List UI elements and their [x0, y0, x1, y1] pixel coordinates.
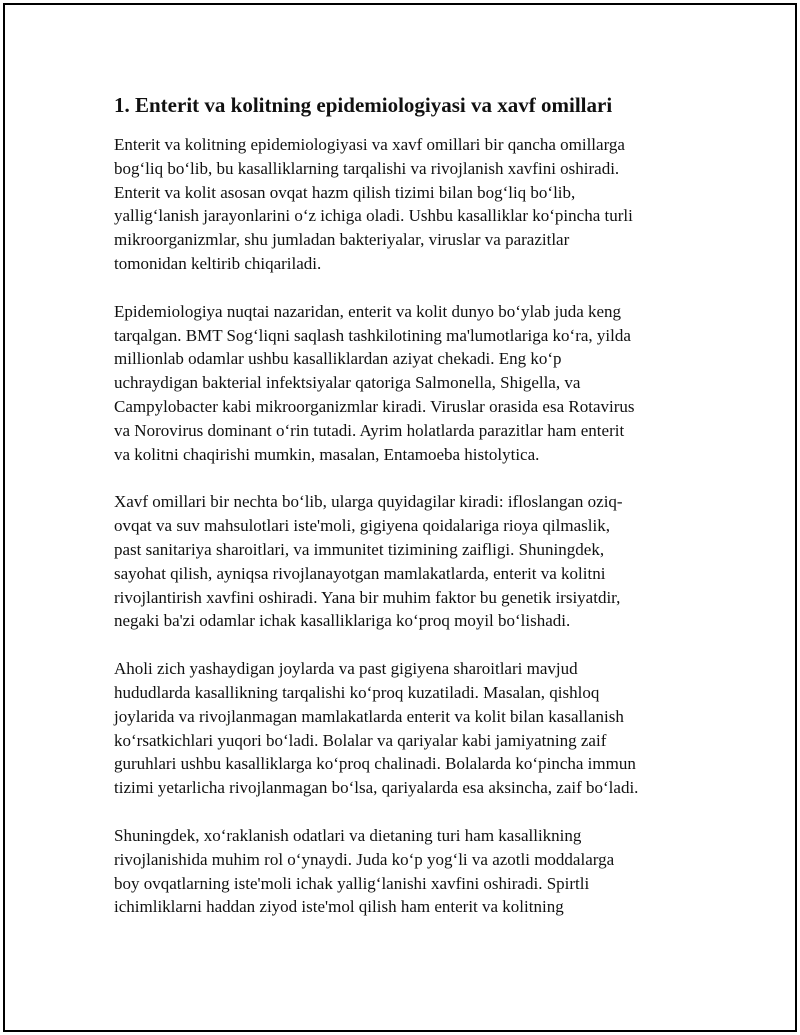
text-line: hududlarda kasallikning tarqalishi ko‘proq kuzatiladi. Masalan, qishloq: [114, 682, 600, 702]
paragraph-intro: [114, 133, 689, 276]
text-line: Shuningdek, xo‘raklanish odatlari va dietaning turi ham kasallikning: [114, 825, 582, 845]
document-body: [114, 90, 689, 919]
text-line: boy ovqatlarning iste'moli ichak yallig‘lanishi xavfini oshiradi. Spirtli: [114, 873, 590, 893]
text-line: past sanitariya sharoitlari, va immunitet tizimining zaifligi. Shuningdek,: [114, 539, 605, 559]
paragraph-risk-factors: [114, 490, 689, 633]
paragraph-epidemiology: [114, 300, 689, 467]
text-line: Enterit va kolitning epidemiologiyasi va xavf omillari bir qancha omillarga: [114, 135, 625, 154]
text-line: millionlab odamlar ushbu kasalliklardan aziyat chekadi. Eng ko‘p: [114, 349, 562, 369]
text-line: Campylobacter kabi mikroorganizmlar kiradi. Viruslar orasida esa Rotavirus: [114, 396, 635, 416]
text-line: mikroorganizmlar, shu jumladan bakteriyalar, viruslar va parazitlar: [114, 230, 570, 250]
text-line: Aholi zich yashaydigan joylarda va past gigiyena sharoitlari mavjud: [114, 659, 578, 679]
text-line: tomonidan keltirib chiqariladi.: [114, 253, 322, 273]
text-line: rivojlanishida muhim rol o‘ynaydi. Juda ko‘p yog‘li va azotli moddalarga: [114, 849, 615, 869]
text-line: uchraydigan bakterial infektsiyalar qatoriga Salmonella, Shigella, va: [114, 373, 581, 393]
text-line: va kolitni chaqirishi mumkin, masalan, Entamoeba histolytica.: [114, 444, 540, 464]
text-line: ichimliklarni haddan ziyod iste'mol qilish ham enterit va kolitning: [114, 897, 564, 917]
section-heading: 1. Enterit va kolitning epidemiologiyasi va xavf omillari: [114, 93, 613, 117]
text-line: bog‘liq bo‘lib, bu kasalliklarning tarqalishi va rivojlanish xavfini oshiradi.: [114, 158, 620, 178]
text-line: yallig‘lanish jarayonlarini o‘z ichiga oladi. Ushbu kasalliklar ko‘pincha turli: [114, 206, 633, 226]
text-line: va Norovirus dominant o‘rin tutadi. Ayrim holatlarda parazitlar ham enterit: [114, 420, 625, 440]
paragraph-population: [114, 657, 689, 800]
text-line: Epidemiologiya nuqtai nazaridan, enterit va kolit dunyo bo‘ylab juda keng: [114, 301, 622, 321]
paragraph-diet: [114, 824, 689, 919]
text-line: ko‘rsatkichlari yuqori bo‘ladi. Bolalar va qariyalar kabi jamiyatning zaif: [114, 730, 607, 750]
text-line: joylarida va rivojlanmagan mamlakatlarda enterit va kolit bilan kasallanish: [114, 706, 624, 726]
text-line: sayohat qilish, ayniqsa rivojlanayotgan mamlakatlarda, enterit va kolitni: [114, 563, 606, 583]
text-line: negaki ba'zi odamlar ichak kasalliklariga ko‘proq moyil bo‘lishadi.: [114, 611, 571, 631]
text-line: tarqalgan. BMT Sog‘liqni saqlash tashkilotining ma'lumotlariga ko‘ra, yilda: [114, 325, 631, 345]
text-line: tizimi yetarlicha rivojlanmagan bo‘lsa, qariyalarda esa aksincha, zaif bo‘ladi.: [114, 778, 639, 798]
text-line: guruhlari ushbu kasalliklarga ko‘proq chalinadi. Bolalarda ko‘pincha immun: [114, 754, 636, 774]
text-line: ovqat va suv mahsulotlari iste'moli, gigiyena qoidalariga rioya qilmaslik,: [114, 516, 610, 536]
text-line: Xavf omillari bir nechta bo‘lib, ularga quyidagilar kiradi: ifloslangan oziq-: [114, 492, 623, 512]
text-line: Enterit va kolit asosan ovqat hazm qilish tizimi bilan bog‘liq bo‘lib,: [114, 182, 576, 202]
text-line: rivojlantirish xavfini oshiradi. Yana bir muhim faktor bu genetik irsiyatdir,: [114, 587, 621, 607]
